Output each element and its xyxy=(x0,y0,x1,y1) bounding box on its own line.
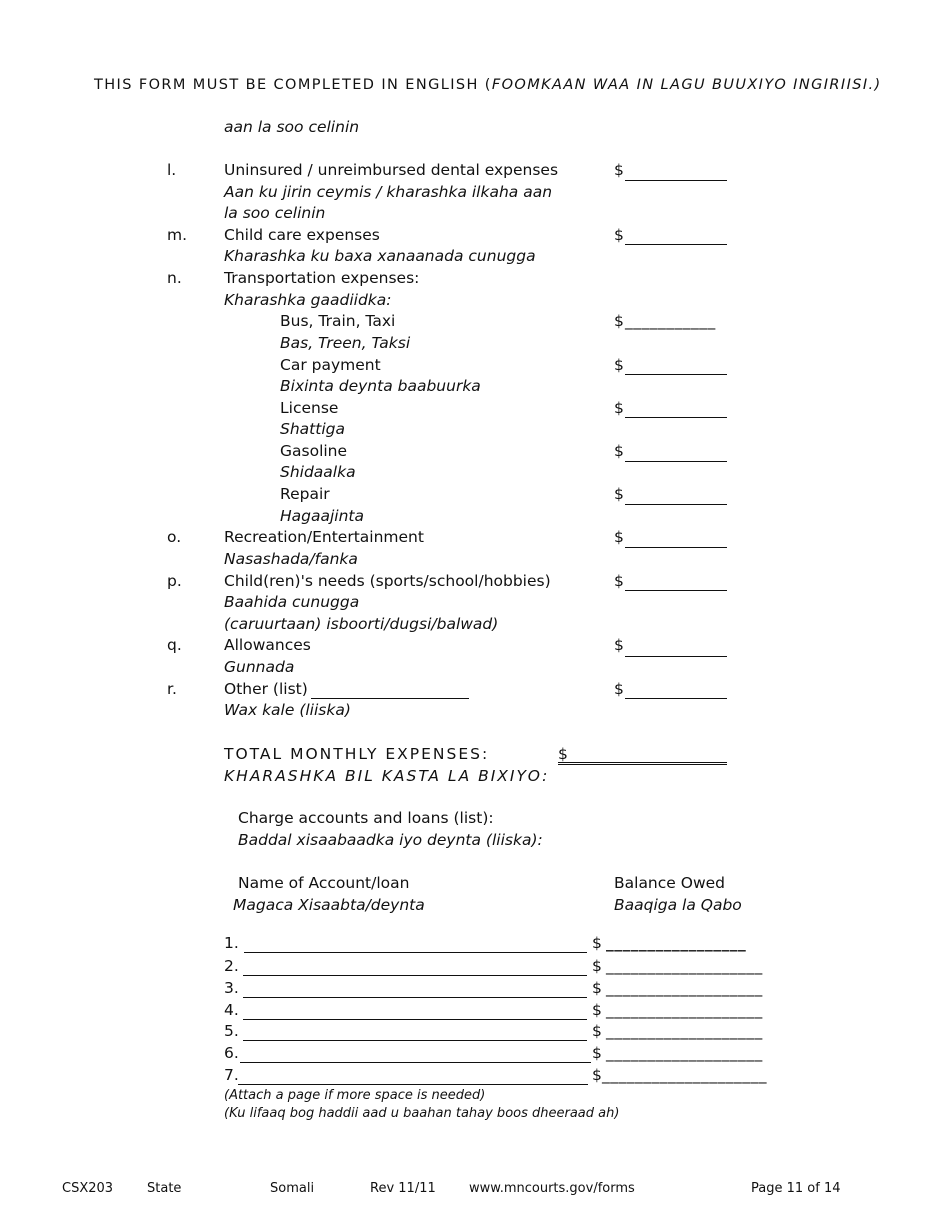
dollar-sign: $ xyxy=(614,528,624,546)
column-header-name: Name of Account/loan xyxy=(238,874,410,892)
dollar-sign: $ xyxy=(614,636,624,654)
loan-row-number: 3. xyxy=(224,979,239,997)
item-letter: n. xyxy=(167,269,182,287)
dollar-sign: $ xyxy=(614,312,624,330)
dollar-sign: $ xyxy=(558,745,568,763)
footer-url[interactable]: www.mncourts.gov/forms xyxy=(469,1181,635,1196)
dollar-sign: $ xyxy=(592,1044,602,1062)
subitem-label: Repair xyxy=(280,485,330,503)
footer-revision: Rev 11/11 xyxy=(370,1181,436,1196)
loan-row-number: 5. xyxy=(224,1022,239,1040)
dollar-sign: $ xyxy=(592,934,602,952)
item-letter: p. xyxy=(167,572,182,590)
dollar-sign: $ xyxy=(614,356,624,374)
loan-name-field-2[interactable] xyxy=(243,975,587,976)
total-label: TOTAL MONTHLY EXPENSES: xyxy=(224,745,490,763)
attach-note: (Attach a page if more space is needed) xyxy=(224,1088,486,1103)
amount-field-gasoline[interactable] xyxy=(625,461,727,462)
dollar-sign: $ xyxy=(614,161,624,179)
loan-balance-field-2[interactable]: ___________________ xyxy=(606,957,763,975)
dollar-sign: $ xyxy=(614,680,624,698)
loan-row-number: 1. xyxy=(224,934,239,952)
amount-field-allowances[interactable] xyxy=(625,656,727,657)
item-label: Child(ren)'s needs (sports/school/hobbies) xyxy=(224,572,551,590)
loan-balance-field-1[interactable]: _________________ xyxy=(606,934,747,952)
loan-name-field-1[interactable] xyxy=(244,952,587,953)
item-somali: Wax kale (liiska) xyxy=(224,701,351,719)
loan-balance-field-4[interactable]: ___________________ xyxy=(606,1001,763,1019)
amount-field-childrens-needs[interactable] xyxy=(625,590,727,591)
item-letter: r. xyxy=(167,680,177,698)
item-letter: l. xyxy=(167,161,177,179)
dollar-sign: $ xyxy=(592,1066,602,1084)
subitem-label: Gasoline xyxy=(280,442,348,460)
item-somali: Gunnada xyxy=(224,658,295,676)
header-italic: FOOMKAAN WAA IN LAGU BUUXIYO INGIRIISI.) xyxy=(491,77,882,93)
footer-language: Somali xyxy=(270,1181,315,1196)
loan-balance-field-7[interactable]: ____________________ xyxy=(602,1066,767,1084)
item-somali: Kharashka gaadiidka: xyxy=(224,291,392,309)
amount-field-recreation[interactable] xyxy=(625,547,727,548)
item-somali: (caruurtaan) isboorti/dugsi/balwad) xyxy=(224,615,499,633)
subitem-label: Bus, Train, Taxi xyxy=(280,312,396,330)
amount-field-dental[interactable] xyxy=(625,180,727,181)
subitem-label: Car payment xyxy=(280,356,381,374)
subitem-label: License xyxy=(280,399,339,417)
item-label: Child care expenses xyxy=(224,226,380,244)
dollar-sign: $ xyxy=(614,572,624,590)
total-somali: KHARASHKA BIL KASTA LA BIXIYO: xyxy=(224,767,550,785)
footer-state: State xyxy=(147,1181,182,1196)
amount-field-childcare[interactable] xyxy=(625,244,727,245)
loan-name-field-6[interactable] xyxy=(240,1062,591,1063)
item-label: Allowances xyxy=(224,636,311,654)
charge-label: Charge accounts and loans (list): xyxy=(238,809,494,827)
loan-name-field-4[interactable] xyxy=(243,1019,587,1020)
column-header-balance-somali: Baaqiga la Qabo xyxy=(614,896,742,914)
header-text: THIS FORM MUST BE COMPLETED IN ENGLISH ( xyxy=(94,77,492,93)
item-somali: Nasashada/fanka xyxy=(224,550,358,568)
column-header-name-somali: Magaca Xisaabta/deynta xyxy=(233,896,425,914)
amount-field-bus[interactable]: ___________ xyxy=(625,312,716,330)
loan-name-field-5[interactable] xyxy=(243,1040,587,1041)
continued-text: aan la soo celinin xyxy=(224,118,360,136)
dollar-sign: $ xyxy=(592,1001,602,1019)
item-letter: q. xyxy=(167,636,182,654)
dollar-sign: $ xyxy=(614,485,624,503)
footer-page-number: Page 11 of 14 xyxy=(751,1181,841,1196)
item-somali: Aan ku jirin ceymis / kharashka ilkaha aan xyxy=(224,183,553,201)
total-amount-field[interactable] xyxy=(558,762,727,765)
amount-field-repair[interactable] xyxy=(625,504,727,505)
item-label: Recreation/Entertainment xyxy=(224,528,424,546)
subitem-somali: Bas, Treen, Taksi xyxy=(280,334,411,352)
subitem-somali: Bixinta deynta baabuurka xyxy=(280,377,481,395)
dollar-sign: $ xyxy=(614,442,624,460)
dollar-sign: $ xyxy=(592,979,602,997)
dollar-sign: $ xyxy=(614,226,624,244)
item-letter: m. xyxy=(167,226,188,244)
charge-somali: Baddal xisaabaadka iyo deynta (liiska): xyxy=(238,831,543,849)
loan-row-number: 4. xyxy=(224,1001,239,1019)
loan-row-number: 6. xyxy=(224,1044,239,1062)
subitem-somali: Hagaajinta xyxy=(280,507,365,525)
subitem-somali: Shidaalka xyxy=(280,463,356,481)
attach-note-somali: (Ku lifaaq bog haddii aad u baahan tahay boos dheeraad ah) xyxy=(224,1106,620,1121)
item-letter: o. xyxy=(167,528,182,546)
item-somali: la soo celinin xyxy=(224,204,326,222)
dollar-sign: $ xyxy=(592,957,602,975)
loan-name-field-7[interactable] xyxy=(238,1084,588,1085)
item-somali: Baahida cunugga xyxy=(224,593,360,611)
loan-balance-field-3[interactable]: ___________________ xyxy=(606,979,763,997)
loan-balance-field-6[interactable]: ___________________ xyxy=(606,1044,763,1062)
item-somali: Kharashka ku baxa xanaanada cunugga xyxy=(224,247,536,265)
item-label: Transportation expenses: xyxy=(224,269,420,287)
amount-field-license[interactable] xyxy=(625,417,727,418)
loan-balance-field-5[interactable]: ___________________ xyxy=(606,1022,763,1040)
amount-field-other[interactable] xyxy=(625,698,727,699)
item-label: Uninsured / unreimbursed dental expenses xyxy=(224,161,559,179)
column-header-balance: Balance Owed xyxy=(614,874,725,892)
other-list-field[interactable] xyxy=(311,698,469,699)
dollar-sign: $ xyxy=(614,399,624,417)
dollar-sign: $ xyxy=(592,1022,602,1040)
loan-row-number: 2. xyxy=(224,957,239,975)
loan-row-number: 7. xyxy=(224,1066,239,1084)
loan-name-field-3[interactable] xyxy=(243,997,587,998)
footer-form-id: CSX203 xyxy=(62,1181,114,1196)
subitem-somali: Shattiga xyxy=(280,420,345,438)
form-header xyxy=(94,78,882,93)
amount-field-car[interactable] xyxy=(625,374,727,375)
item-label: Other (list) xyxy=(224,680,308,698)
